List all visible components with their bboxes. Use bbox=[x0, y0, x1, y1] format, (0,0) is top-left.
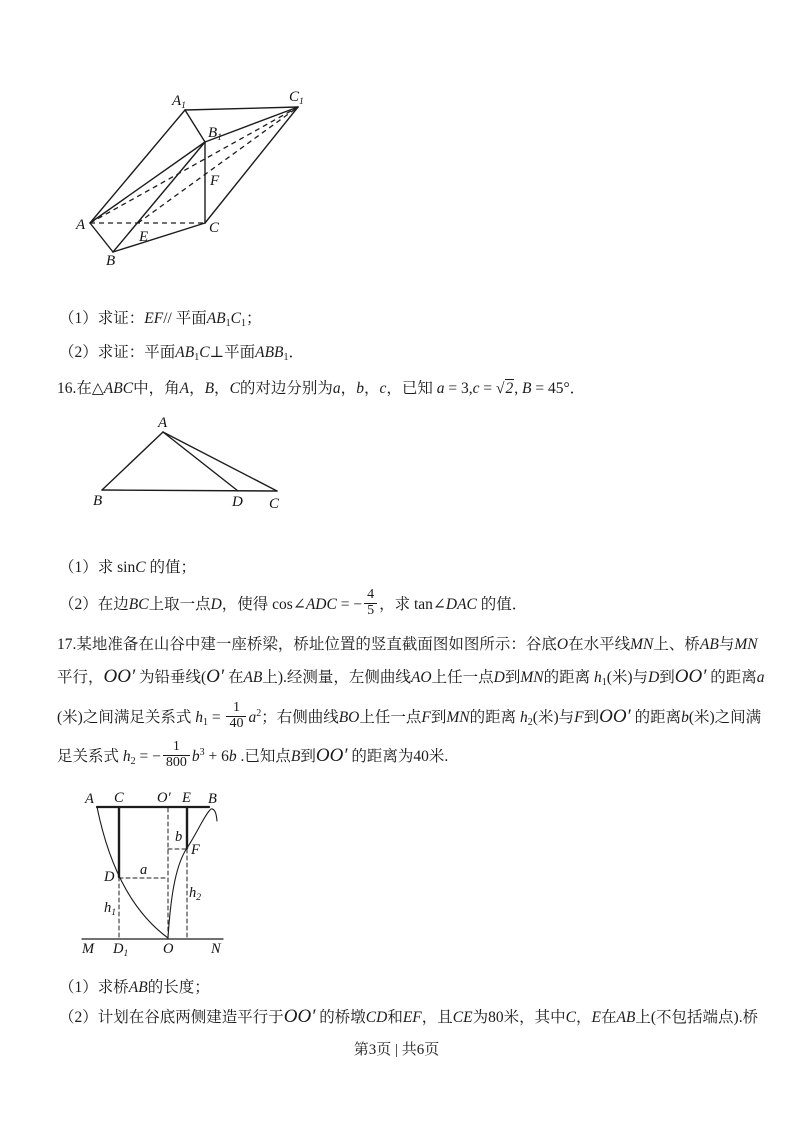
point-label-o-prime: O′ bbox=[157, 790, 171, 806]
vertex-label-b: B bbox=[93, 493, 103, 509]
vertex-label-a1: $A_1$ bbox=[172, 93, 186, 111]
bridge-figure bbox=[70, 785, 235, 965]
vertex-label-b: B bbox=[106, 253, 116, 269]
vertex-label-c1: $C_1$ bbox=[289, 89, 304, 107]
q17-part1: （1）求桥AB的长度； bbox=[59, 979, 210, 996]
point-label-e: E bbox=[182, 790, 191, 806]
problem-17-line3: (米)之间满足关系式 h1 = $\frac{1}{40}$ $a^2$；右侧曲线BO上任一点F到MN的距离 h2(米)与F到OO′ 的距离b(米)之间满 bbox=[57, 700, 762, 731]
problem-17-line4: 足关系式 h2 = − $\frac{1}{800}$ $b^3 + 6b$ .已知点B到OO′ 的距离为40米. bbox=[57, 739, 449, 770]
problem-17-line1: 17.某地准备在山谷中建一座桥梁，桥址位置的竖直截面图如图所示：谷底O在水平线MN上、桥AB与MN bbox=[57, 636, 758, 653]
problem-16-statement: 16.在△ABC中，角A，B，C的对边分别为a，b，c，已知 a = 3,c = √2, B = 45°． bbox=[57, 380, 586, 397]
prism-figure bbox=[60, 85, 380, 280]
q15-part1: （1）求证：EF// 平面AB1C1； bbox=[59, 310, 262, 329]
q17-part2: （2）计划在谷底两侧建造平行于OO′ 的桥墩CD和EF，且CE为80米，其中C，E在AB上(不包括端点).桥 bbox=[59, 1006, 759, 1027]
point-label-d: D bbox=[104, 869, 115, 885]
point-label-d1: $D_1$ bbox=[113, 941, 129, 959]
point-label-a: A bbox=[85, 791, 94, 807]
q16-part1: （1）求 sinC 的值； bbox=[59, 559, 196, 576]
problem-17-line2: 平行，OO′ 为铅垂线(O′ 在AB上).经测量，左侧曲线AO上任一点D到MN的距离 h1(米)与D到OO′ 的距离a bbox=[57, 666, 765, 688]
prism-solid-edges bbox=[90, 107, 298, 252]
triangle-figure bbox=[85, 415, 295, 510]
point-label-d: D bbox=[232, 494, 243, 510]
dist-label-b: b bbox=[175, 829, 183, 845]
triangle-edges bbox=[102, 432, 277, 491]
vertex-label-c: C bbox=[209, 220, 220, 236]
page-number-footer: 第3页 | 共6页 bbox=[353, 1042, 440, 1058]
dist-label-h2: $h_2$ bbox=[189, 885, 201, 903]
point-label-e: E bbox=[139, 229, 149, 245]
q16-part2: （2）在边BC上取一点D，使得 cos∠ADC = − $\frac{4}{5}$ ，求 tan∠DAC 的值． bbox=[59, 587, 528, 618]
point-label-o: O bbox=[163, 941, 174, 957]
dist-label-a: a bbox=[140, 862, 148, 878]
point-label-m: M bbox=[82, 941, 95, 957]
vertex-label-a: A bbox=[76, 217, 86, 233]
point-label-f: F bbox=[210, 173, 220, 189]
point-label-f: F bbox=[191, 842, 200, 858]
q15-part2: （2）求证：平面AB1C⊥平面ABB1． bbox=[59, 344, 305, 363]
dist-label-h1: $h_1$ bbox=[104, 900, 116, 918]
vertex-label-b1: $B_1$ bbox=[208, 125, 222, 143]
point-label-c: C bbox=[114, 790, 124, 806]
vertex-label-a: A bbox=[158, 415, 168, 431]
vertex-label-c: C bbox=[269, 496, 280, 510]
point-label-n: N bbox=[211, 941, 221, 957]
point-label-b: B bbox=[208, 791, 217, 807]
